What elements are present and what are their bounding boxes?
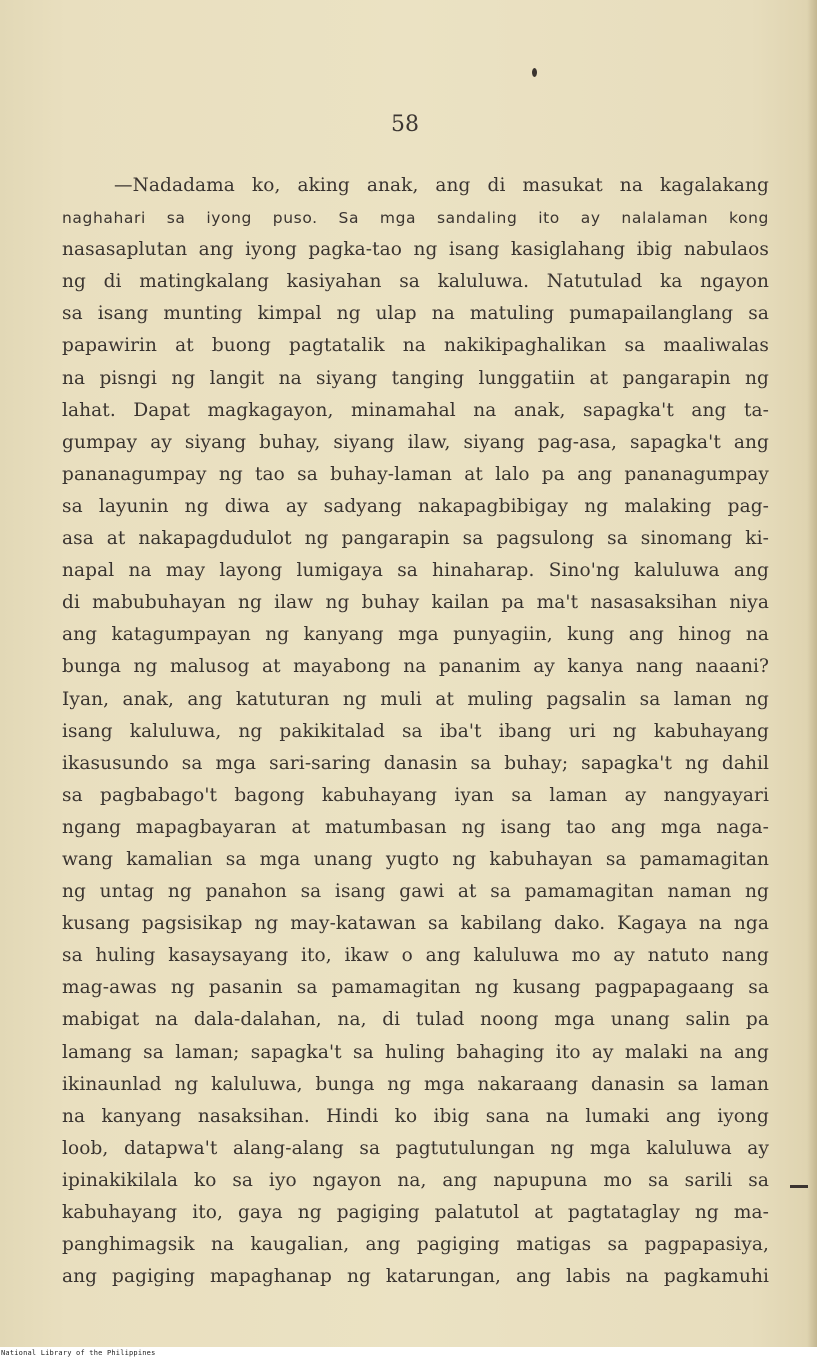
ink-spot: [532, 68, 537, 77]
text-line: ikinaunlad ng kaluluwa, bunga ng mga nakaraang danasin sa laman: [62, 1073, 769, 1095]
text-line: pananagumpay ng tao sa buhay-laman at lalo pa ang pananagumpay: [62, 463, 769, 485]
text-line: isang kaluluwa, ng pakikitalad sa iba't ibang uri ng kabuhayang: [62, 720, 769, 742]
text-line: papawirin at buong pagtatalik na nakikipaghalikan sa maaliwalas: [62, 335, 769, 357]
body-text: [62, 170, 769, 1293]
text-line: ng di matingkalang kasiyahan sa kaluluwa. Natutulad ka ngayon: [62, 271, 769, 293]
text-line: sa huling kasaysayang ito, ikaw o ang kaluluwa mo ay natuto nang: [62, 945, 769, 967]
footer-bar: [0, 1347, 817, 1358]
text-line: bunga ng malusog at mayabong na pananim ay kanya nang naaani?: [62, 656, 769, 678]
margin-dash-mark: [790, 1185, 808, 1188]
text-line: ipinakikilala ko sa iyo ngayon na, ang napupuna mo sa sarili sa: [62, 1169, 769, 1191]
page-edge-shadow: [807, 0, 817, 1358]
text-line: kabuhayang ito, gaya ng pagiging palatutol at pagtataglay ng ma-: [62, 1202, 769, 1223]
text-line: ang katagumpayan ng kanyang mga punyagiin, kung ang hinog na: [62, 624, 769, 646]
text-line: wang kamalian sa mga unang yugto ng kabuhayan sa pamamagitan: [62, 848, 769, 870]
text-line: kusang pagsisikap ng may-katawan sa kabilang dako. Kagaya na nga: [62, 913, 769, 935]
footer-credit: National Library of the Philippines: [1, 1349, 156, 1357]
text-line: Iyan, anak, ang katuturan ng muli at muling pagsalin sa laman ng: [62, 688, 769, 710]
text-line: loob, datapwa't alang-alang sa pagtutulungan ng mga kaluluwa ay: [62, 1137, 769, 1159]
text-line: mag-awas ng pasanin sa pamamagitan ng kusang pagpapagaang sa: [62, 977, 769, 999]
text-line: na kanyang nasaksihan. Hindi ko ibig sana na lumaki ang iyong: [62, 1105, 769, 1127]
text-line: lahat. Dapat magkagayon, minamahal na anak, sapagka't ang ta-: [62, 399, 769, 421]
text-line: sa isang munting kimpal ng ulap na matuling pumapailanglang sa: [62, 303, 769, 325]
text-line: nasasaplutan ang iyong pagka-tao ng isang kasiglahang ibig nabulaos: [62, 239, 769, 261]
text-line: lamang sa laman; sapagka't sa huling bahaging ito ay malaki na ang: [62, 1041, 769, 1063]
text-line: asa at nakapagdudulot ng pangarapin sa pagsulong sa sinomang ki-: [62, 528, 769, 550]
text-line: ikasusundo sa mga sari-saring danasin sa buhay; sapagka't ng dahil: [62, 752, 769, 774]
text-line: di mabubuhayan ng ilaw ng buhay kailan pa ma't nasasaksihan niya: [62, 592, 769, 614]
text-line: —Nadadama ko, aking anak, ang di masukat na kagalakang: [114, 175, 769, 196]
text-line: sa layunin ng diwa ay sadyang nakapagbibigay ng malaking pag-: [62, 495, 769, 517]
text-line: ng untag ng panahon sa isang gawi at sa pamamagitan naman ng: [62, 881, 769, 903]
text-line: napal na may layong lumigaya sa hinaharap. Sino'ng kaluluwa ang: [62, 560, 769, 582]
page-number: 58: [391, 112, 419, 137]
text-line: panghimagsik na kaugalian, ang pagiging matigas sa pagpapasiya,: [62, 1234, 769, 1256]
text-line: ang pagiging mapaghanap ng katarungan, ang labis na pagkamuhi: [62, 1266, 769, 1288]
text-line: gumpay ay siyang buhay, siyang ilaw, siyang pag-asa, sapagka't ang: [62, 431, 769, 453]
text-line: ngang mapagbayaran at matumbasan ng isang tao ang mga naga-: [62, 816, 769, 838]
text-line: na pisngi ng langit na siyang tanging lunggatiin at pangarapin ng: [62, 367, 769, 389]
text-line: sa pagbabago't bagong kabuhayang iyan sa laman ay nangyayari: [62, 784, 769, 806]
text-line: mabigat na dala-dalahan, na, di tulad noong mga unang salin pa: [62, 1009, 769, 1031]
text-line: naghahari sa iyong puso. Sa mga sandaling ito ay nalalaman kong: [62, 209, 769, 228]
